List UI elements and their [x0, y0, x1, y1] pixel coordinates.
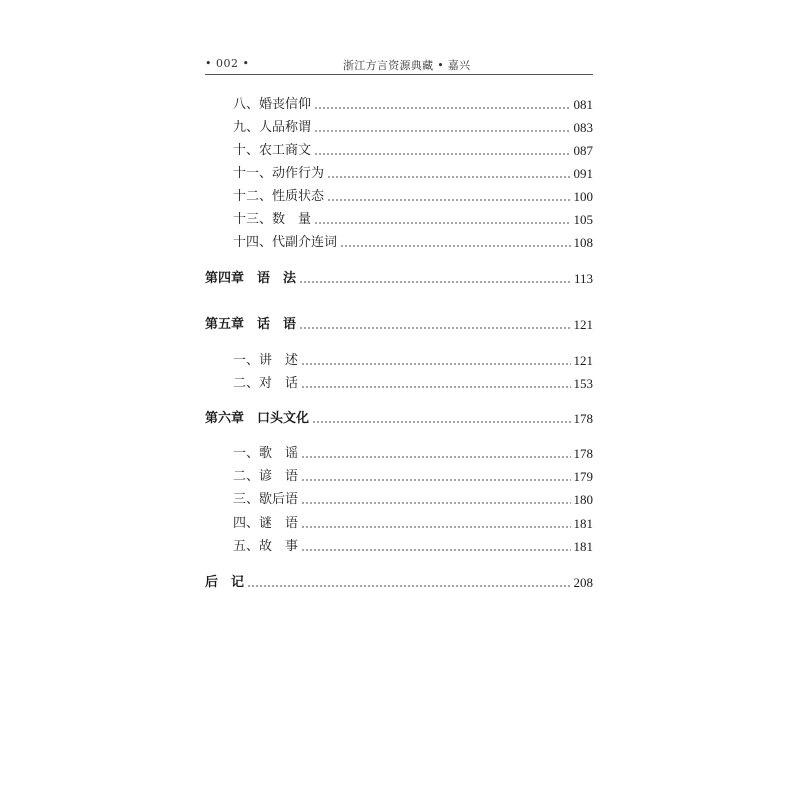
toc-leader-dots	[247, 585, 570, 587]
toc-chapter-label: 第五章 话 语	[205, 317, 297, 332]
toc-leader-dots	[314, 130, 570, 132]
toc-leader-dots	[340, 245, 570, 247]
toc-leader-dots	[301, 526, 570, 528]
toc-leader-dots	[327, 199, 570, 201]
toc-entry-label: 十四、代副介连词	[233, 235, 338, 250]
toc-entry-actions-behaviors[interactable]	[233, 164, 593, 184]
toc-entry-character-appellation[interactable]	[233, 118, 593, 138]
toc-entry-label: 十一、动作行为	[233, 166, 325, 181]
toc-leader-dots	[299, 281, 571, 283]
toc-chapter-oral-culture[interactable]	[205, 409, 593, 429]
running-header	[205, 55, 593, 75]
toc-leader-dots	[301, 386, 570, 388]
header-book-title: 浙江方言资源典藏 • 嘉兴	[343, 59, 471, 72]
toc-chapter-label: 后 记	[205, 575, 245, 590]
toc-leader-dots	[299, 327, 570, 329]
toc-leader-dots	[314, 153, 570, 155]
toc-entry-page: 121	[573, 353, 593, 368]
toc-leader-dots	[312, 421, 570, 423]
toc-entry-page: 180	[573, 492, 593, 507]
toc-chapter-page: 178	[573, 411, 593, 426]
toc-chapter-afterword[interactable]	[205, 573, 593, 593]
toc-entry-proverbs[interactable]	[233, 467, 593, 487]
toc-entry-pronouns-adverbs-prepositions-conjunctions[interactable]	[233, 233, 593, 253]
toc-chapter-label: 第六章 口头文化	[205, 411, 310, 426]
toc-entry-folk-songs[interactable]	[233, 444, 593, 464]
toc-entry-label: 四、谜 语	[233, 516, 299, 531]
toc-leader-dots	[314, 107, 570, 109]
toc-entry-narration[interactable]	[233, 351, 593, 371]
toc-leader-dots	[314, 222, 570, 224]
toc-entry-page: 181	[573, 516, 593, 531]
toc-entry-properties-states[interactable]	[233, 187, 593, 207]
toc-entry-page: 083	[573, 120, 593, 135]
toc-entry-label: 八、婚丧信仰	[233, 97, 312, 112]
toc-leader-dots	[301, 456, 570, 458]
toc-entry-label: 二、对 话	[233, 376, 299, 391]
toc-entry-label: 十二、性质状态	[233, 189, 325, 204]
toc-leader-dots	[301, 479, 570, 481]
header-page-number: • 002 •	[205, 57, 250, 70]
toc-entry-page: 105	[573, 212, 593, 227]
toc-leader-dots	[327, 176, 570, 178]
toc-entry-xiehouyu[interactable]	[233, 490, 593, 510]
toc-chapter-page: 121	[573, 317, 593, 332]
toc-entry-page: 091	[573, 166, 593, 181]
toc-entry-page: 081	[573, 97, 593, 112]
toc-entry-label: 五、故 事	[233, 539, 299, 554]
toc-entry-page: 108	[573, 235, 593, 250]
toc-leader-dots	[301, 363, 570, 365]
toc-entry-page: 179	[573, 469, 593, 484]
toc-leader-dots	[301, 549, 570, 551]
toc-entry-label: 十三、数 量	[233, 212, 312, 227]
toc-entry-page: 087	[573, 143, 593, 158]
toc-entry-page: 181	[573, 539, 593, 554]
toc-entry-quantity[interactable]	[233, 210, 593, 230]
toc-entry-page: 153	[573, 376, 593, 391]
toc-chapter-page: 208	[573, 575, 593, 590]
toc-chapter-grammar[interactable]	[205, 269, 593, 289]
toc-entry-agriculture-industry-commerce-culture[interactable]	[233, 141, 593, 161]
header-rule	[205, 74, 593, 75]
toc-leader-dots	[301, 502, 570, 504]
toc-entry-marriage-funeral-belief[interactable]	[233, 95, 593, 115]
toc-entry-label: 二、谚 语	[233, 469, 299, 484]
toc-entry-page: 100	[573, 189, 593, 204]
toc-entry-label: 十、农工商文	[233, 143, 312, 158]
toc-entry-label: 九、人品称谓	[233, 120, 312, 135]
toc-entry-label: 一、讲 述	[233, 353, 299, 368]
toc-entry-stories[interactable]	[233, 537, 593, 557]
toc-entry-page: 178	[573, 446, 593, 461]
toc-chapter-page: 113	[573, 271, 593, 286]
toc-entry-label: 一、歌 谣	[233, 446, 299, 461]
toc-entry-label: 三、歇后语	[233, 492, 299, 507]
toc-chapter-discourse[interactable]	[205, 315, 593, 335]
toc-entry-dialogue[interactable]	[233, 374, 593, 394]
toc-entry-riddles[interactable]	[233, 514, 593, 534]
toc-chapter-label: 第四章 语 法	[205, 271, 297, 286]
